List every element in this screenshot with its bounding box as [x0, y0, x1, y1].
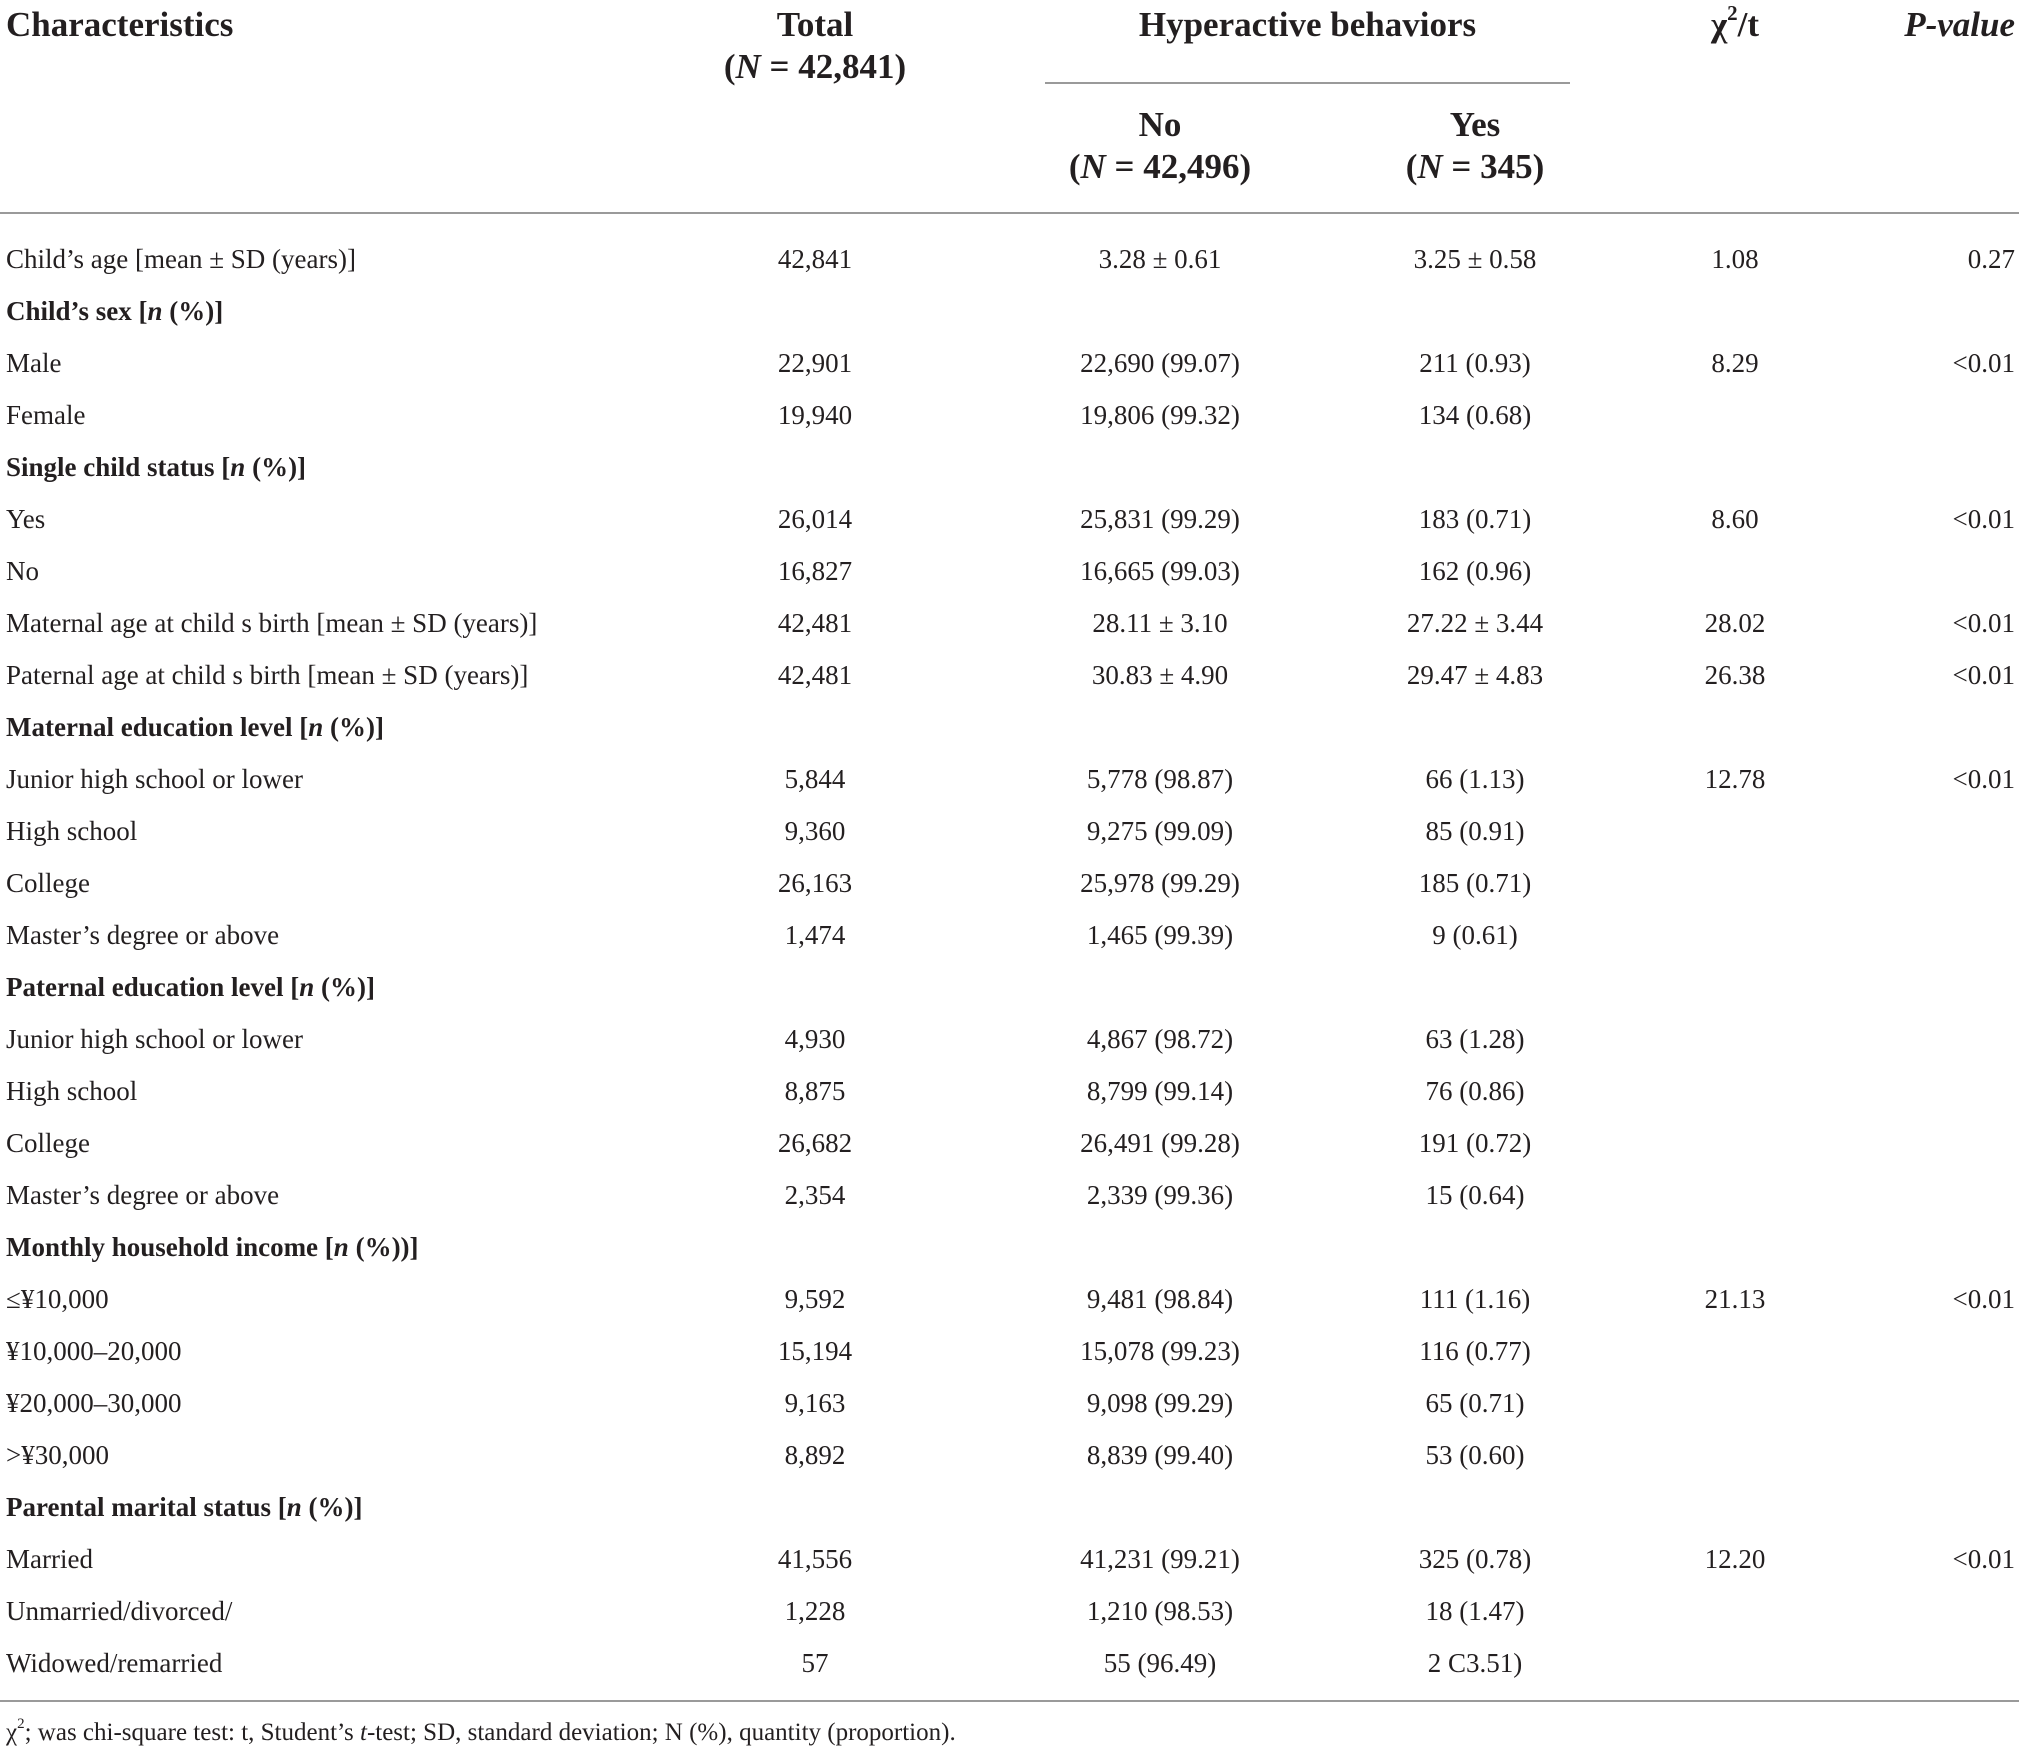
cell-chi-square-t: 1.08 — [1711, 244, 1759, 274]
section-label-pre: Parental marital status [ — [6, 1492, 287, 1522]
table-row — [0, 1637, 2019, 1689]
table-row — [0, 753, 2019, 805]
cell-no: 9,275 (99.09) — [1086, 816, 1234, 846]
cell-total: 5,844 — [784, 764, 846, 794]
cell-p-value: <0.01 — [1952, 764, 2015, 794]
section-label-it: n — [299, 972, 315, 1002]
row-label: Maternal age at child s birth [mean ± SD (years)] — [6, 608, 538, 638]
header-total-n — [690, 46, 940, 88]
header-p-value: P-value — [1904, 5, 2015, 44]
row-label: College — [6, 1128, 90, 1158]
cell-yes: 76 (0.86) — [1425, 1076, 1525, 1106]
cell-yes: 2 C3.51) — [1427, 1648, 1523, 1678]
header-characteristics: Characteristics — [6, 5, 234, 44]
section-label-it: n — [230, 452, 246, 482]
row-label: Junior high school or lower — [6, 1024, 303, 1054]
cell-chi-square-t: 26.38 — [1704, 660, 1766, 690]
cell-chi-square-t: 12.20 — [1704, 1544, 1766, 1574]
section-header-row — [0, 701, 2019, 753]
cell-total: 9,163 — [784, 1388, 846, 1418]
cell-total: 42,841 — [777, 244, 853, 274]
cell-p-value: <0.01 — [1952, 504, 2015, 534]
header-total-n-var: N — [735, 47, 761, 86]
section-label — [6, 961, 375, 1013]
header-chi-symbol: χ — [1710, 5, 1728, 44]
header-yes-n-rest: = 345) — [1442, 147, 1545, 186]
header-total — [690, 4, 940, 88]
section-label-it: n — [333, 1232, 349, 1262]
header-total-title: Total — [776, 5, 854, 44]
cell-p-value: <0.01 — [1952, 1284, 2015, 1314]
table-row — [0, 1429, 2019, 1481]
cell-yes: 211 (0.93) — [1419, 348, 1531, 378]
cell-yes: 15 (0.64) — [1425, 1180, 1525, 1210]
cell-no: 4,867 (98.72) — [1086, 1024, 1234, 1054]
row-label: >¥30,000 — [6, 1440, 109, 1470]
table-row — [0, 545, 2019, 597]
cell-total: 42,481 — [777, 660, 853, 690]
cell-total: 1,474 — [784, 920, 846, 950]
table-row — [0, 805, 2019, 857]
cell-yes: 111 (1.16) — [1419, 1284, 1531, 1314]
cell-total: 2,354 — [784, 1180, 846, 1210]
section-label-pre: Maternal education level [ — [6, 712, 309, 742]
footnote-text-1: ; was chi-square test: t, Student’s — [24, 1719, 360, 1746]
header-chi-superscript: 2 — [1727, 1, 1738, 26]
table-row — [0, 1117, 2019, 1169]
cell-yes: 183 (0.71) — [1418, 504, 1532, 534]
cell-no: 16,665 (99.03) — [1080, 556, 1240, 586]
cell-yes: 53 (0.60) — [1425, 1440, 1525, 1470]
row-label: Female — [6, 400, 86, 430]
cell-no: 30.83 ± 4.90 — [1091, 660, 1229, 690]
cell-total: 1,228 — [784, 1596, 846, 1626]
section-header-row — [0, 961, 2019, 1013]
cell-p-value: 0.27 — [1967, 244, 2015, 274]
table-row — [0, 909, 2019, 961]
cell-no: 9,481 (98.84) — [1086, 1284, 1234, 1314]
table-row — [0, 1065, 2019, 1117]
row-label: Male — [6, 348, 62, 378]
cell-p-value: <0.01 — [1952, 660, 2015, 690]
table-row — [0, 337, 2019, 389]
header-bottom-rule — [0, 212, 2019, 214]
cell-total: 4,930 — [784, 1024, 846, 1054]
cell-p-value: <0.01 — [1952, 1544, 2015, 1574]
table-footnote — [6, 1718, 956, 1748]
section-label — [6, 285, 223, 337]
cell-total: 41,556 — [777, 1544, 853, 1574]
row-label: ¥20,000–30,000 — [6, 1388, 182, 1418]
header-total-n-prefix: ( — [723, 47, 736, 86]
cell-total: 19,940 — [777, 400, 853, 430]
header-no-n-rest: = 42,496) — [1105, 147, 1252, 186]
cell-total: 15,194 — [777, 1336, 853, 1366]
table-body — [0, 233, 2019, 1689]
cell-yes: 191 (0.72) — [1418, 1128, 1532, 1158]
cell-no: 25,831 (99.29) — [1080, 504, 1240, 534]
table-row — [0, 1325, 2019, 1377]
cell-total: 26,682 — [777, 1128, 853, 1158]
cell-no: 25,978 (99.29) — [1080, 868, 1240, 898]
table-row — [0, 389, 2019, 441]
header-chi-square-t — [1680, 1, 1790, 46]
section-header-row — [0, 1481, 2019, 1533]
section-label-pre: Monthly household income [ — [6, 1232, 334, 1262]
cell-total: 8,875 — [784, 1076, 846, 1106]
cell-p-value: <0.01 — [1952, 608, 2015, 638]
footnote-chi-symbol: χ — [6, 1719, 18, 1746]
cell-yes: 66 (1.13) — [1425, 764, 1525, 794]
cell-total: 22,901 — [777, 348, 853, 378]
cell-yes: 29.47 ± 4.83 — [1406, 660, 1544, 690]
cell-chi-square-t: 12.78 — [1704, 764, 1766, 794]
header-yes-n — [1375, 146, 1575, 188]
footnote-text-italic: t — [359, 1719, 367, 1746]
section-label — [6, 1221, 419, 1273]
cell-total: 42,481 — [777, 608, 853, 638]
section-label-pre: Child’s sex [ — [6, 296, 148, 326]
cell-chi-square-t: 28.02 — [1704, 608, 1766, 638]
cell-no: 8,799 (99.14) — [1086, 1076, 1234, 1106]
header-yes-n-var: N — [1417, 147, 1443, 186]
row-label: High school — [6, 1076, 138, 1106]
cell-yes: 325 (0.78) — [1418, 1544, 1532, 1574]
row-label: Child’s age [mean ± SD (years)] — [6, 244, 356, 274]
cell-total: 26,014 — [777, 504, 853, 534]
table-row — [0, 1585, 2019, 1637]
row-label: High school — [6, 816, 138, 846]
header-yes — [1375, 104, 1575, 188]
table-row — [0, 1273, 2019, 1325]
cell-total: 16,827 — [777, 556, 853, 586]
cell-no: 19,806 (99.32) — [1080, 400, 1240, 430]
table-row — [0, 233, 2019, 285]
row-label: No — [6, 556, 39, 586]
header-no-title: No — [1138, 105, 1182, 144]
section-label-post: (%)] — [314, 972, 375, 1002]
header-no-n-var: N — [1080, 147, 1106, 186]
cell-chi-square-t: 21.13 — [1704, 1284, 1766, 1314]
row-label: College — [6, 868, 90, 898]
table-row — [0, 1013, 2019, 1065]
cell-no: 8,839 (99.40) — [1086, 1440, 1234, 1470]
cell-chi-square-t: 8.29 — [1711, 348, 1759, 378]
header-yes-n-prefix: ( — [1405, 147, 1418, 186]
section-label-post: (%)] — [245, 452, 307, 482]
table-row — [0, 493, 2019, 545]
cell-no: 28.11 ± 3.10 — [1092, 608, 1228, 638]
header-total-n-rest: = 42,841) — [760, 47, 907, 86]
cell-total: 9,360 — [784, 816, 846, 846]
section-header-row — [0, 441, 2019, 493]
cell-no: 15,078 (99.23) — [1080, 1336, 1240, 1366]
table-row — [0, 597, 2019, 649]
cell-no: 26,491 (99.28) — [1080, 1128, 1240, 1158]
section-label-pre: Single child status [ — [6, 452, 231, 482]
cell-no: 9,098 (99.29) — [1086, 1388, 1234, 1418]
row-label: Unmarried/divorced/ — [6, 1596, 233, 1626]
section-label-post: (%)] — [323, 712, 384, 742]
section-label-it: n — [308, 712, 324, 742]
cell-yes: 185 (0.71) — [1418, 868, 1532, 898]
footnote-text-2: -test; SD, standard deviation; N (%), quantity (proportion). — [366, 1719, 956, 1746]
section-label — [6, 441, 306, 493]
header-yes-title: Yes — [1449, 105, 1501, 144]
header-no — [1035, 104, 1285, 188]
row-label: Married — [6, 1544, 93, 1574]
cell-no: 41,231 (99.21) — [1080, 1544, 1240, 1574]
cell-total: 57 — [801, 1648, 829, 1678]
cell-total: 8,892 — [784, 1440, 846, 1470]
row-label: Widowed/remarried — [6, 1648, 223, 1678]
cell-total: 26,163 — [777, 868, 853, 898]
cell-yes: 27.22 ± 3.44 — [1406, 608, 1544, 638]
cell-chi-square-t: 8.60 — [1711, 504, 1759, 534]
row-label: Junior high school or lower — [6, 764, 303, 794]
cell-no: 2,339 (99.36) — [1086, 1180, 1234, 1210]
table-bottom-rule — [0, 1700, 2019, 1702]
section-label-it: n — [147, 296, 163, 326]
section-header-row — [0, 1221, 2019, 1273]
table-row — [0, 649, 2019, 701]
table-row — [0, 1533, 2019, 1585]
row-label: Master’s degree or above — [6, 1180, 280, 1210]
cell-yes: 63 (1.28) — [1425, 1024, 1525, 1054]
cell-yes: 18 (1.47) — [1425, 1596, 1525, 1626]
section-label-it: n — [286, 1492, 302, 1522]
cell-no: 3.28 ± 0.61 — [1098, 244, 1222, 274]
header-chi-rest: /t — [1737, 5, 1760, 44]
row-label: Master’s degree or above — [6, 920, 280, 950]
cell-no: 1,465 (99.39) — [1086, 920, 1234, 950]
section-label-post: (%))] — [348, 1232, 419, 1262]
row-label: Yes — [6, 504, 46, 534]
cell-p-value: <0.01 — [1952, 348, 2015, 378]
cell-yes: 3.25 ± 0.58 — [1413, 244, 1537, 274]
section-header-row — [0, 285, 2019, 337]
footnote-chi-superscript: 2 — [17, 1716, 25, 1733]
header-no-n — [1035, 146, 1285, 188]
table-row — [0, 857, 2019, 909]
cell-no: 55 (96.49) — [1103, 1648, 1217, 1678]
cell-yes: 134 (0.68) — [1418, 400, 1532, 430]
header-hyperactive-behaviors: Hyperactive behaviors — [1138, 5, 1477, 44]
cell-yes: 65 (0.71) — [1425, 1388, 1525, 1418]
section-label-post: (%)] — [162, 296, 224, 326]
section-label — [6, 701, 384, 753]
section-label — [6, 1481, 362, 1533]
row-label: ¥10,000–20,000 — [6, 1336, 182, 1366]
cell-no: 22,690 (99.07) — [1080, 348, 1240, 378]
table-row — [0, 1377, 2019, 1429]
table-row — [0, 1169, 2019, 1221]
cell-yes: 85 (0.91) — [1425, 816, 1525, 846]
cell-no: 5,778 (98.87) — [1086, 764, 1234, 794]
cell-yes: 116 (0.77) — [1419, 1336, 1531, 1366]
cell-yes: 162 (0.96) — [1418, 556, 1532, 586]
row-label: ≤¥10,000 — [6, 1284, 109, 1314]
header-no-n-prefix: ( — [1068, 147, 1081, 186]
header-subgroup-rule — [1045, 82, 1570, 84]
row-label: Paternal age at child s birth [mean ± SD (years)] — [6, 660, 529, 690]
cell-yes: 9 (0.61) — [1432, 920, 1518, 950]
cell-no: 1,210 (98.53) — [1086, 1596, 1234, 1626]
section-label-post: (%)] — [301, 1492, 363, 1522]
cell-total: 9,592 — [784, 1284, 846, 1314]
section-label-pre: Paternal education level [ — [6, 972, 300, 1002]
